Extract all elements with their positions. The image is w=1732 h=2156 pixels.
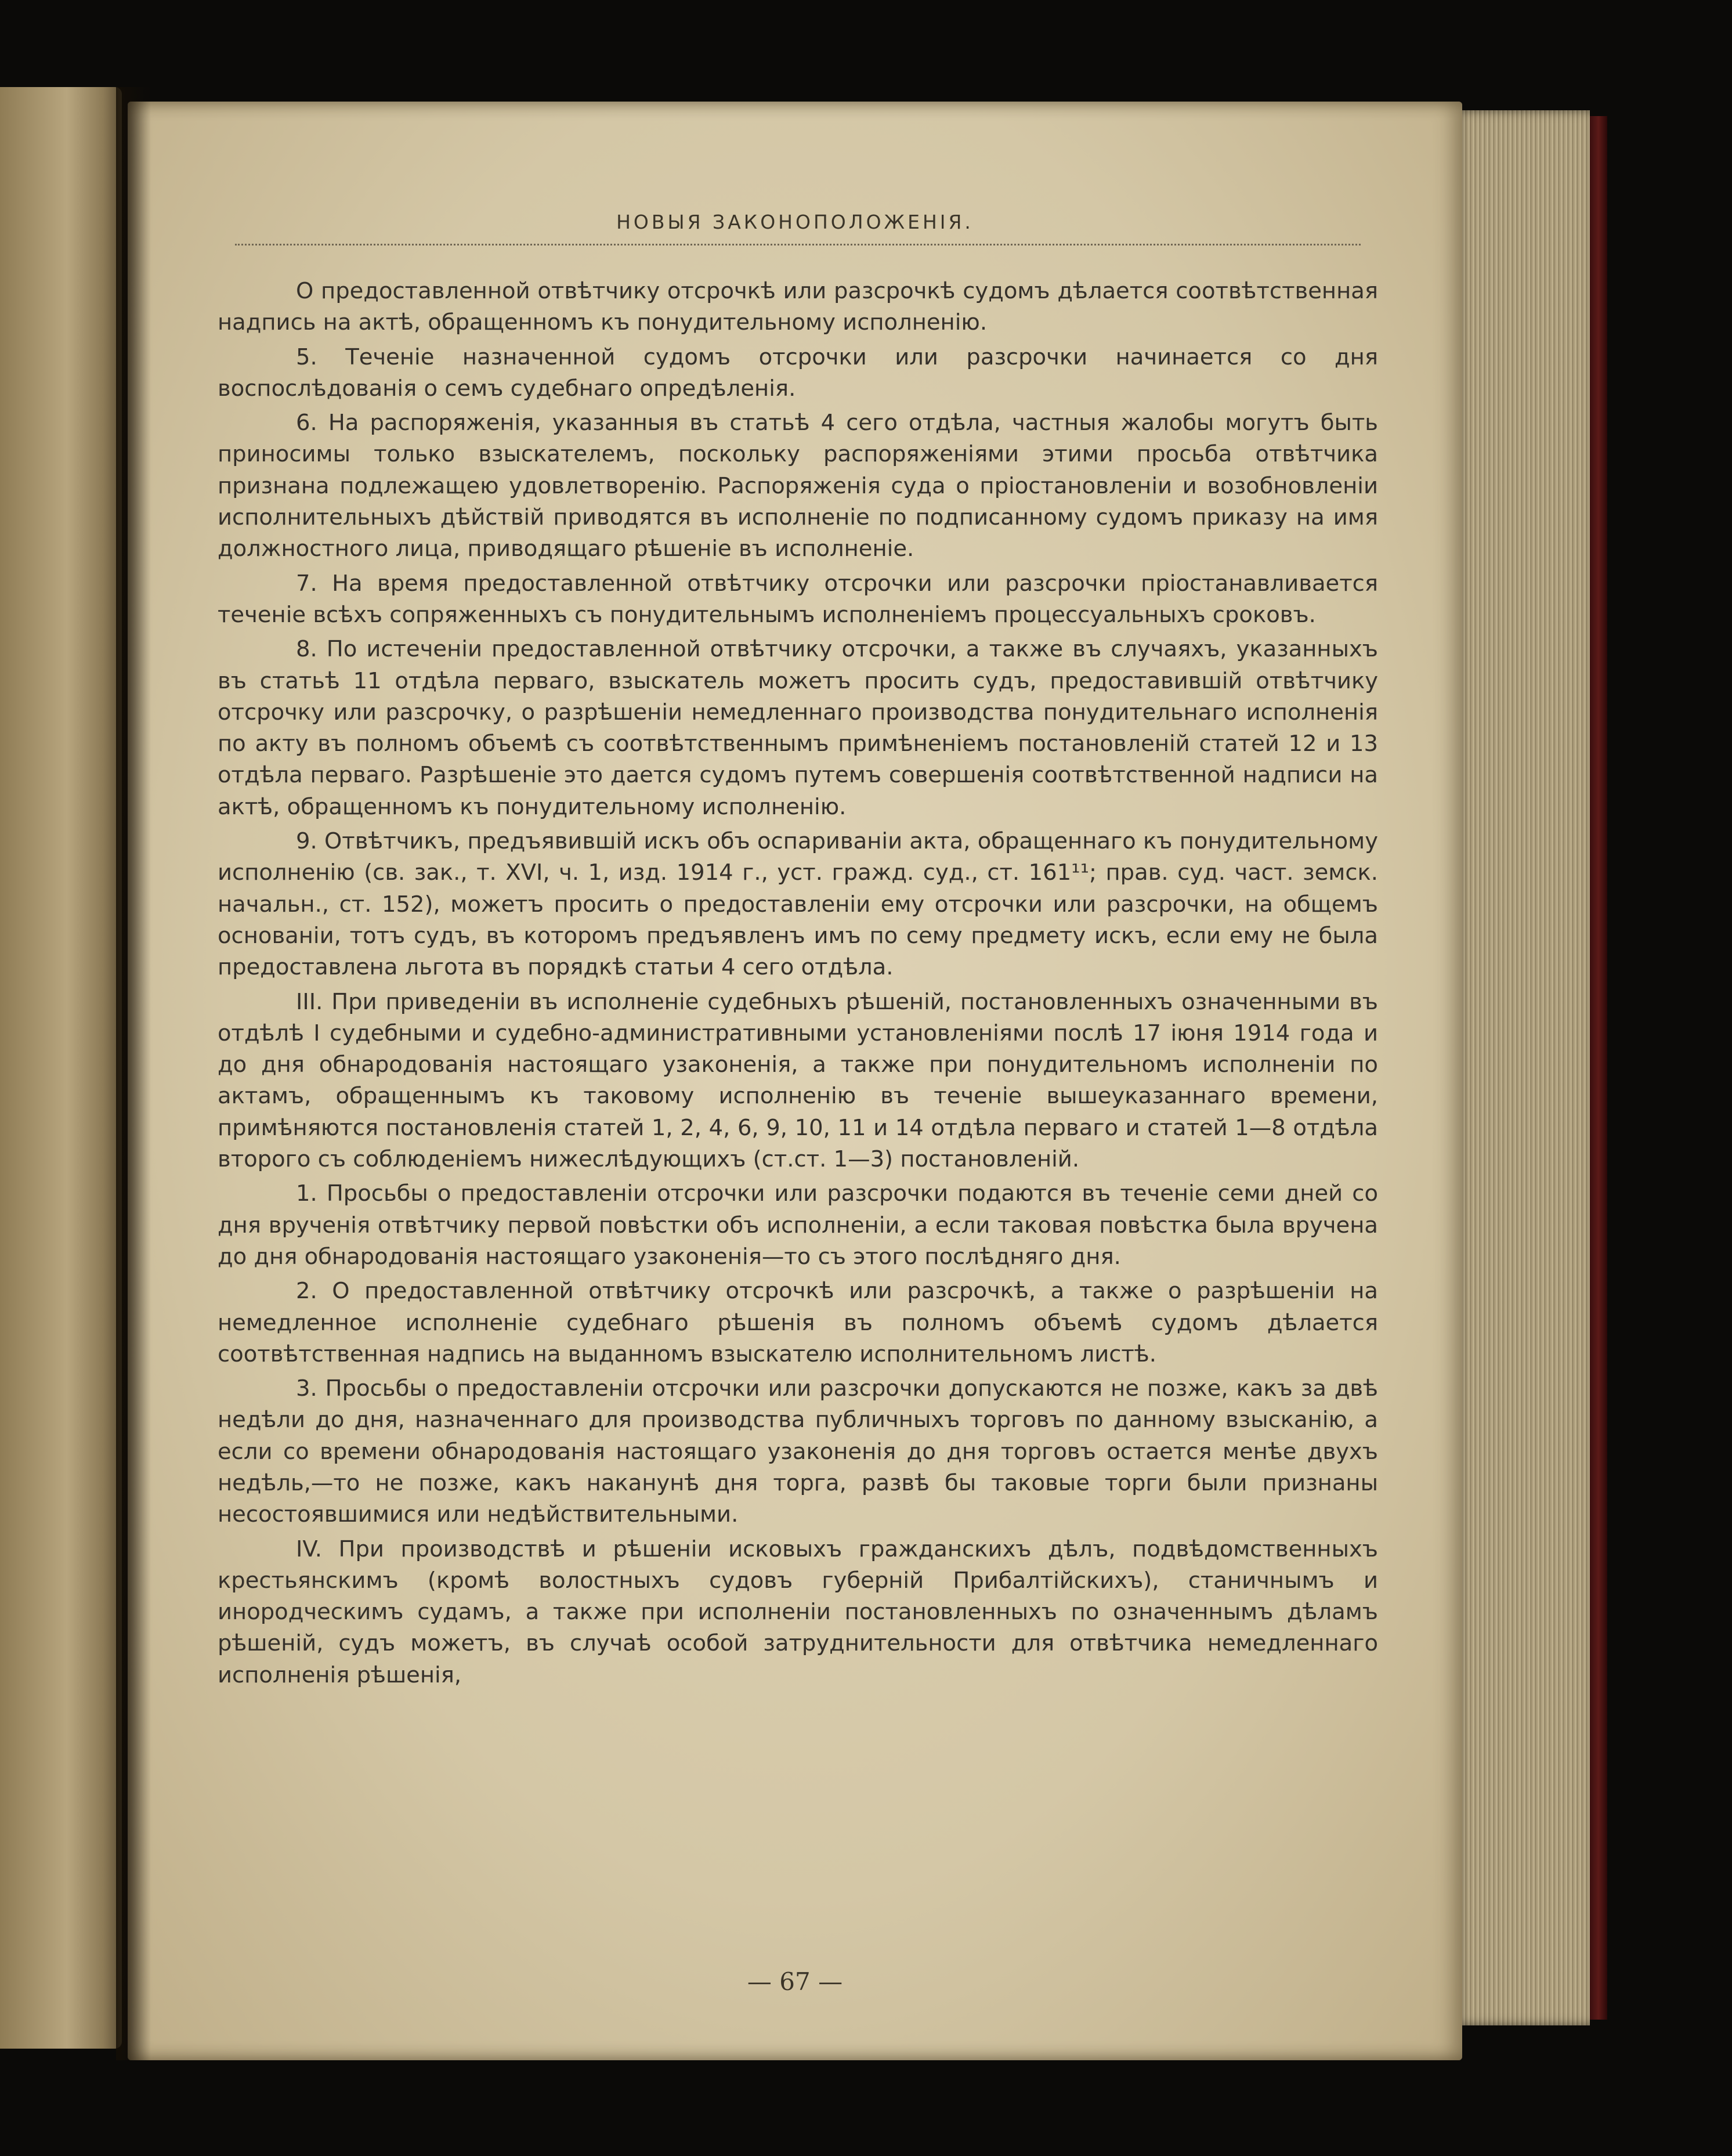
previous-page-edge — [0, 87, 122, 2049]
header-rule — [235, 244, 1361, 245]
paragraph: 8. По истеченіи предоставленной отвѣтчику отсрочки, а также въ случаяхъ, указанныхъ въ статьѣ 11 отдѣла перваго, взыскатель можетъ просить судъ, предоставившій отвѣтчику отсрочку или разсрочку, о разрѣшеніи немедленнаго производства понудительнаго исполненія по акту въ полномъ объемѣ съ соотвѣтственнымъ примѣненіемъ постановленій статей 12 и 13 отдѣла перваго. Разрѣшеніе это дается судомъ путемъ совершенія соотвѣтственной надписи на актѣ, обращенномъ къ понудительному исполненію. — [218, 636, 1378, 820]
page-body — [218, 276, 1378, 1694]
paragraph: III. При приведеніи въ исполненіе судебныхъ рѣшеній, постановленныхъ означенными въ отдѣлѣ I судебными и судебно-административными установленіями послѣ 17 іюня 1914 года и до дня обнародованія настоящаго узаконенія, а также при понудительномъ исполненіи по актамъ, обращеннымъ къ таковому исполненію въ теченіе вышеуказаннаго времени, примѣняются постановленія статей 1, 2, 4, 6, 9, 10, 11 и 14 отдѣла перваго и статей 1—8 отдѣла второго съ соблюденіемъ нижеслѣдующихъ (ст.ст. 1—3) постановленій. — [218, 988, 1378, 1173]
paragraph: 7. На время предоставленной отвѣтчику отсрочки или разсрочки пріостанавливается теченіе всѣхъ сопряженныхъ съ понудительнымъ исполненіемъ процессуальныхъ сроковъ. — [218, 570, 1378, 628]
paragraph: 3. Просьбы о предоставленіи отсрочки или разсрочки допускаются не позже, какъ за двѣ недѣли до дня, назначеннаго для производства публичныхъ торговъ по данному взысканію, а если со времени обнародованія настоящаго узаконенія до дня торговъ остается менѣе двухъ недѣль,—то не позже, какъ наканунѣ дня торга, развѣ бы таковые торги были признаны несостоявшимися или недѣйствительными. — [218, 1375, 1378, 1528]
paragraph: 1. Просьбы о предоставленіи отсрочки или разсрочки подаются въ теченіе семи дней со дня врученія отвѣтчику первой повѣстки объ исполненіи, а если таковая повѣстка была вручена до дня обнародованія настоящаго узаконенія—то съ этого послѣдняго дня. — [218, 1180, 1378, 1270]
book-page — [128, 102, 1462, 2060]
page-number: — 67 — — [747, 1967, 843, 1996]
page-stack-edge — [1453, 110, 1590, 2025]
paragraph: 5. Теченіе назначенной судомъ отсрочки или разсрочки начинается со дня воспослѣдованія о семъ судебнаго опредѣленія. — [218, 344, 1378, 402]
paragraph: 9. Отвѣтчикъ, предъявившій искъ объ оспариваніи акта, обращеннаго къ понудительному исполненію (св. зак., т. XVI, ч. 1, изд. 1914 г., уст. гражд. суд., ст. 161¹¹; прав. суд. част. земск. начальн., ст. 152), можетъ просить о предоставленіи ему отсрочки или разсрочки, на общемъ основаніи, тотъ судъ, въ которомъ предъявленъ имъ по сему предмету искъ, если ему не была предоставлена льгота въ порядкѣ статьи 4 сего отдѣла. — [218, 828, 1378, 981]
paragraph: IV. При производствѣ и рѣшеніи исковыхъ гражданскихъ дѣлъ, подвѣдомственныхъ крестьянскимъ (кромѣ волостныхъ судовъ губерній Прибалтійскихъ), станичнымъ и инородческимъ судамъ, а также при исполненіи постановленныхъ по означеннымъ дѣламъ рѣшеній, судъ можетъ, въ случаѣ особой затруднительности для отвѣтчика немедленнаго исполненія рѣшенія, — [218, 1536, 1378, 1688]
paragraph: 2. О предоставленной отвѣтчику отсрочкѣ или разсрочкѣ, а также о разрѣшеніи на немедленное исполненіе судебнаго рѣшенія въ полномъ объемѣ судомъ дѣлается соотвѣтственная надпись на выданномъ взыскателю исполнительномъ листѣ. — [218, 1278, 1378, 1367]
gutter-shadow — [116, 87, 151, 2060]
paragraph: 6. На распоряженія, указанныя въ статьѣ 4 сего отдѣла, частныя жалобы могутъ быть приносимы только взыскателемъ, поскольку распоряженіями этими просьба отвѣтчика признана подлежащею удовлетворенію. Распоряженія суда о пріостановленіи и возобновленіи исполнительныхъ дѣйствій приводятся въ исполненіе по подписанному судомъ приказу на имя должностного лица, приводящаго рѣшеніе въ исполненіе. — [218, 410, 1378, 562]
book-cover-edge — [1590, 116, 1607, 2020]
running-head: НОВЫЯ ЗАКОНОПОЛОЖЕНІЯ. — [616, 211, 974, 233]
paragraph: О предоставленной отвѣтчику отсрочкѣ или разсрочкѣ судомъ дѣлается соотвѣтственная надпись на актѣ, обращенномъ къ понудительному исполненію. — [218, 278, 1378, 336]
